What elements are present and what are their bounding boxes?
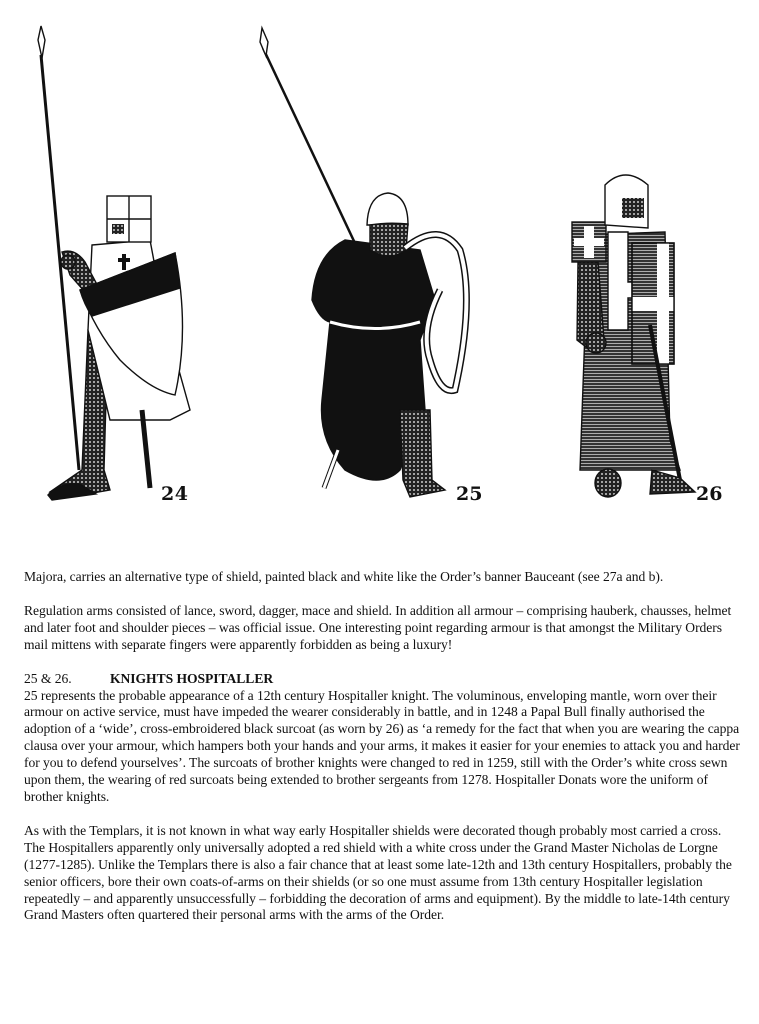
section-title: KNIGHTS HOSPITALLER: [110, 670, 274, 686]
paragraph-hospitaller-surcoat: 25 represents the probable appearance of a 12th century Hospitaller knight. The voluminous, enveloping mantle, worn over their armour on active service, must have impeded the wearer considerably in battle, and in 1248 a Papal Bull finally authorised the adoption of a ‘wide’, cross-embroidered black surcoat (as worn by 26) as ‘a remedy for the fact that when you are wearing the cappa clausa over your armour, which hampers both your hands and your arms, it makes it easier for your enemies to attack you and harder for you to defend yourselves’. The surcoats of brother knights were changed to red in 1259, still with the Order’s white cross sewn upon them, the wearing of red surcoats being extended to brother sergeants from 1278. Hospitaller Donats wore the uniform of brother knights.: [24, 687, 740, 804]
figure-number-25: 25: [456, 483, 483, 505]
ailette-26: [572, 222, 606, 262]
figure-number-24: 24: [161, 483, 189, 505]
great-helm-26: [605, 175, 648, 228]
section-heading: [24, 671, 744, 688]
paragraph-regulation-arms: Regulation arms consisted of lance, sword, dagger, mace and shield. In addition all armour – comprising hauberk, chausses, helmet and later foot and shoulder pieces – was official issue. One interesting point regarding armour is that amongst the Military Orders mail mittens with separate fingers were apparently forbidden as being a luxury!: [24, 602, 732, 652]
figure-25-illustration: [260, 28, 466, 497]
helmet-25: [367, 193, 408, 256]
body-text: [24, 569, 744, 941]
paragraph-majora: Majora, carries an alternative type of shield, painted black and white like the Order’s banner Bauceant (see 27a and b).: [24, 569, 664, 584]
great-helm-24: [107, 196, 151, 242]
paragraph-hospitaller-shields: As with the Templars, it is not known in what way early Hospitaller shields were decorated though probably most carried a cross. The Hospitallers apparently only universally adopted a red shield with a white cross under the Grand Master Nicholas de Lorgne (1277-1285). Unlike the Templars there is also a fair chance that at least some late-12th and 13th century Hospitallers, probably the senior officers, bore their own coats-of-arms on their shields (or so one must assume from 13th century Hospitaller legislation repeatedly – and apparently unsuccessfully – forbidding the decoration of arms and equipment). By the middle to late-14th century Grand Masters often quartered their personal arms with the arms of the Order.: [24, 822, 732, 923]
figure-24-illustration: [38, 26, 190, 500]
section-number: 25 & 26.: [24, 670, 72, 686]
figure-number-26: 26: [696, 483, 723, 505]
figure-26-illustration: [572, 175, 695, 497]
lance-24: [38, 26, 79, 470]
